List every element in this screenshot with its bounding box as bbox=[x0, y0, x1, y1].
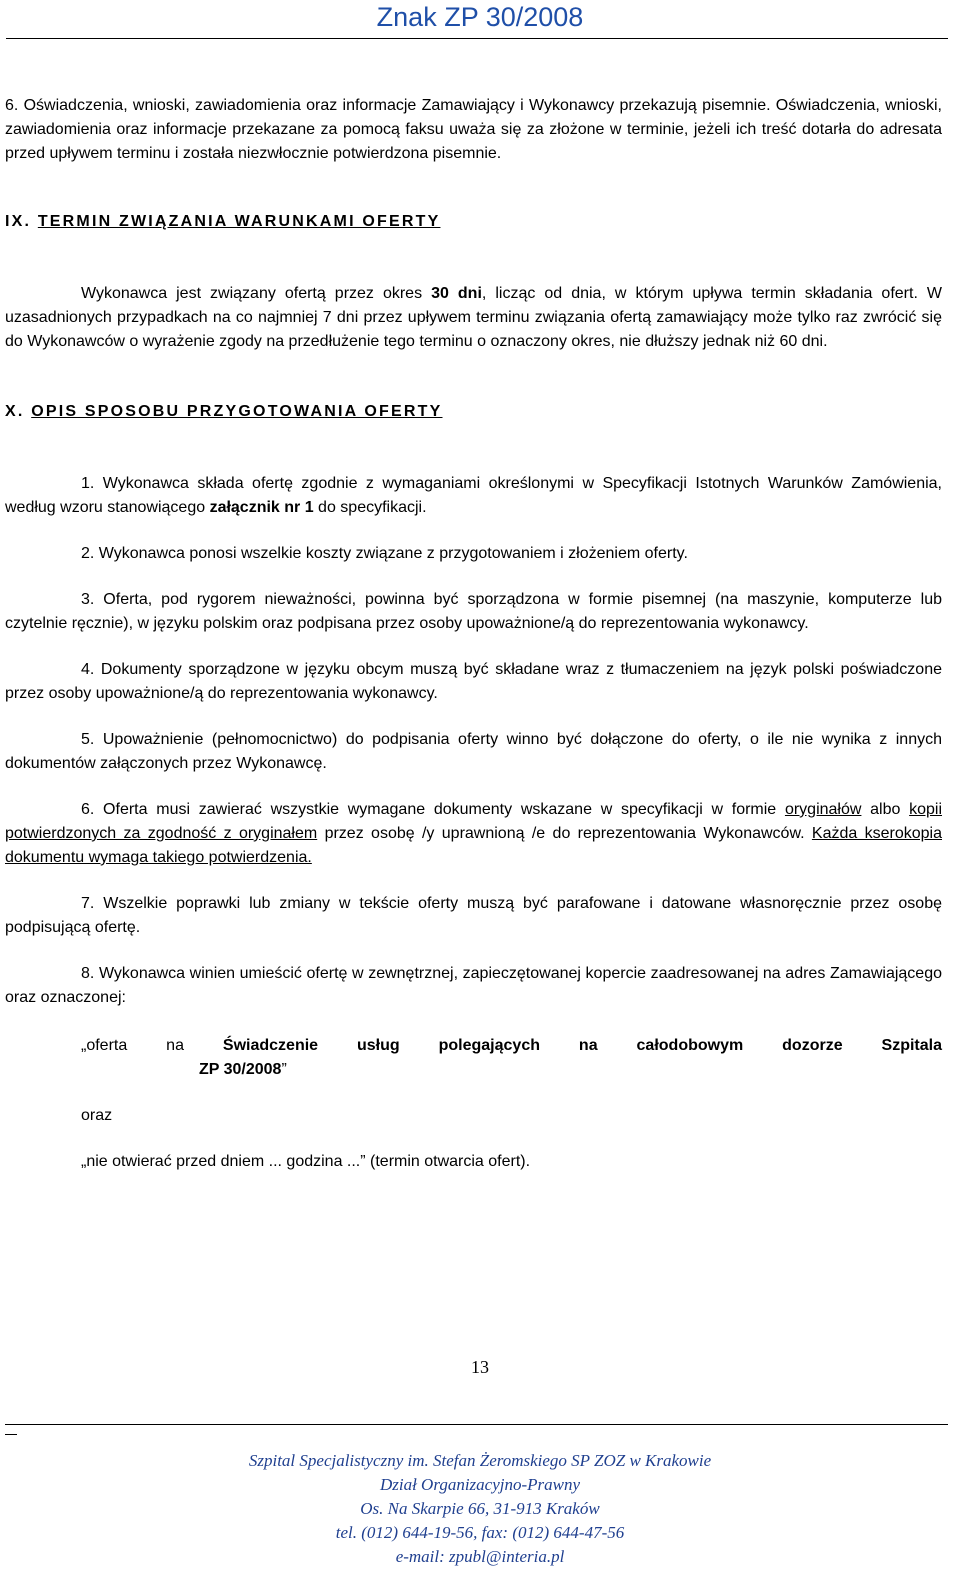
quote-bold-subject: Świadczenie usług polegających na całodobowym dozorze Szpitala bbox=[222, 1037, 942, 1054]
section-IX-title: TERMIN ZWIĄZANIA WARUNKAMI OFERTY bbox=[37, 213, 441, 230]
quote-bold-ref: ZP 30/2008 bbox=[199, 1061, 282, 1078]
document-body bbox=[5, 90, 942, 1174]
footer-address: Os. Na Skarpie 66, 31-913 Kraków bbox=[360, 1499, 600, 1518]
x-item-1-after: do specyfikacji. bbox=[313, 499, 427, 516]
x-item-1-before: 1. Wykonawca składa ofertę zgodnie z wymaganiami określonymi w Specyfikacji Istotnych Warunków Zamówienia, według wzoru stanowiącego bbox=[5, 475, 942, 516]
quote-close-mark: ” bbox=[281, 1061, 287, 1078]
x-item-8: 8. Wykonawca winien umieścić ofertę w zewnętrznej, zapieczętowanej kopercie zaadresowanej na adres Zamawiającego oraz oznaczonej: bbox=[5, 965, 942, 1006]
oraz-line: oraz bbox=[81, 1107, 113, 1124]
document-footer bbox=[0, 1449, 960, 1569]
x-item-6-photocopy-note: Każda kserokopia dokumentu wymaga takiego potwierdzenia. bbox=[5, 825, 943, 866]
ix-text-after: , licząc od dnia, w którym upływa termin składania ofert. W uzasadnionych przypadkach na co najmniej 7 dni przez upływem terminu związania ofertą zamawiający może tylko raz zwrócić się do Wykonawców o wyrażenie zgody na przedłużenie tego terminu o oznaczony okres, nie dłuższy jednak niż 60 dni. bbox=[5, 285, 943, 350]
x-item-6-c: przez osobę /y uprawnioną /e do reprezentowania Wykonawców. bbox=[317, 825, 812, 842]
section-X-title: OPIS SPOSOBU PRZYGOTOWANIA OFERTY bbox=[31, 403, 443, 420]
x-item-3: 3. Oferta, pod rygorem nieważności, powinna być sporządzona w formie pisemnej (na maszynie, komputerze lub czytelnie ręcznie), w języku polskim oraz podpisana przez osoby upoważnione/ą do reprezentowania wykonawcy. bbox=[5, 591, 942, 632]
document-header-title: Znak ZP 30/2008 bbox=[376, 2, 584, 32]
footer-rule bbox=[5, 1424, 948, 1425]
ix-text-before: Wykonawca jest związany ofertą przez okres bbox=[81, 285, 432, 302]
section-6-paragraph: 6. Oświadczenia, wnioski, zawiadomienia oraz informacje Zamawiający i Wykonawcy przekazują pisemnie. Oświadczenia, wnioski, zawiadomienia oraz informacje przekazane za pomocą faksu uważa się za złożone w terminie, jeżeli ich treść dotarła do adresata przed upływem terminu i została niezwłocznie potwierdzona pisemnie. bbox=[5, 97, 942, 162]
x-item-6-b: albo bbox=[861, 801, 910, 818]
footer-department: Dział Organizacyjno-Prawny bbox=[379, 1475, 581, 1494]
footer-email: e-mail: zpubl@interia.pl bbox=[395, 1547, 565, 1566]
ix-text-bold: 30 dni bbox=[431, 285, 482, 302]
x-item-6-certified-copies: kopii potwierdzonych za zgodność z oryginałem bbox=[5, 801, 943, 842]
quote-prefix: „oferta na bbox=[81, 1037, 223, 1054]
footer-hospital-name: Szpital Specjalistyczny im. Stefan Żeromskiego SP ZOZ w Krakowie bbox=[248, 1451, 712, 1470]
footer-dash bbox=[5, 1434, 17, 1435]
x-item-6-originals: oryginałów bbox=[784, 801, 862, 818]
page-number: 13 bbox=[471, 1357, 489, 1377]
x-item-1-bold: załącznik nr 1 bbox=[209, 499, 314, 516]
x-item-7: 7. Wszelkie poprawki lub zmiany w tekście oferty muszą być parafowane i datowane własnoręcznie przez osobę podpisującą ofertę. bbox=[5, 895, 942, 936]
do-not-open-label: „nie otwierać przed dniem ... godzina ...” (termin otwarcia ofert). bbox=[81, 1153, 531, 1170]
x-item-6 bbox=[5, 798, 942, 870]
header-rule bbox=[6, 38, 948, 39]
section-IX-number: IX. bbox=[5, 213, 32, 230]
x-item-1 bbox=[5, 472, 942, 520]
footer-phone-fax: tel. (012) 644-19-56, fax: (012) 644-47-56 bbox=[335, 1523, 625, 1542]
section-X-number: X. bbox=[5, 403, 25, 420]
x-item-2: 2. Wykonawca ponosi wszelkie koszty związane z przygotowaniem i złożeniem oferty. bbox=[81, 545, 688, 562]
quote-line-1 bbox=[81, 1034, 942, 1058]
section-IX-paragraph bbox=[5, 282, 942, 354]
envelope-label-quote bbox=[81, 1034, 942, 1082]
section-X-heading bbox=[5, 400, 942, 424]
section-IX-heading bbox=[5, 210, 942, 234]
x-item-6-a: 6. Oferta musi zawierać wszystkie wymagane dokumenty wskazane w specyfikacji w formie bbox=[81, 801, 785, 818]
quote-line-2 bbox=[81, 1058, 942, 1082]
x-item-5: 5. Upoważnienie (pełnomocnictwo) do podpisania oferty winno być dołączone do oferty, o ile nie wynika z innych dokumentów załączonych przez Wykonawcę. bbox=[5, 731, 942, 772]
x-item-4: 4. Dokumenty sporządzone w języku obcym muszą być składane wraz z tłumaczeniem na język polski poświadczone przez osoby upoważnione/ą do reprezentowania wykonawcy. bbox=[5, 661, 942, 702]
